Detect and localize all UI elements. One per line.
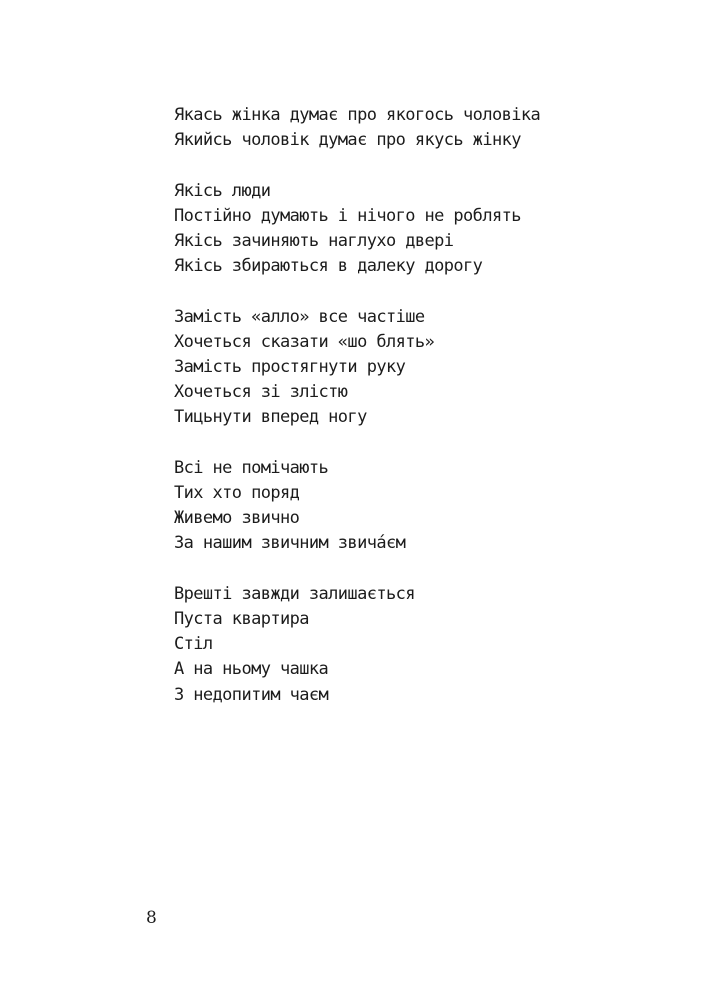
stanza-5 [174,582,540,708]
poem-line: Пуста квартира [174,609,309,629]
poem-line: Замість простягнути руку [174,357,406,377]
poem-line: Якісь люди [174,180,271,201]
poem-line: Тих хто поряд [174,483,300,503]
poem-line: Всі не помічають [174,457,329,478]
poem-line: Якісь збираються в далеку дорогу [174,256,483,277]
poem-line: Якийсь чоловік думає про якусь жінку [174,130,521,151]
poem [174,103,540,708]
poem-line: Хочеться сказати «шо блять» [174,331,435,352]
poem-line: Стіл [174,634,213,655]
poem-line: Замість «алло» все частіше [174,306,425,327]
poem-line: Тицьнути вперед ногу [174,407,367,428]
poem-line: Хочеться зі злістю [174,382,348,403]
poem-line: Живемо звично [174,508,300,529]
poem-line: Якісь зачиняють наглухо двері [174,231,454,251]
poem-line: З недопитим чаєм [174,684,329,705]
stanza-1 [174,103,540,153]
poem-line: За нашим звичним звичáєм [174,533,406,554]
poem-line: Постійно думають і нічого не роблять [174,205,521,226]
stanza-3 [174,305,540,431]
page-number: 8 [146,908,157,928]
poem-line: Якась жінка думає про якогось чоловіка [174,105,541,125]
poem-line: Врешті завжди залишається [174,583,415,604]
stanza-4 [174,456,540,557]
stanza-2 [174,179,540,280]
poem-line: А на ньому чашка [174,659,329,680]
